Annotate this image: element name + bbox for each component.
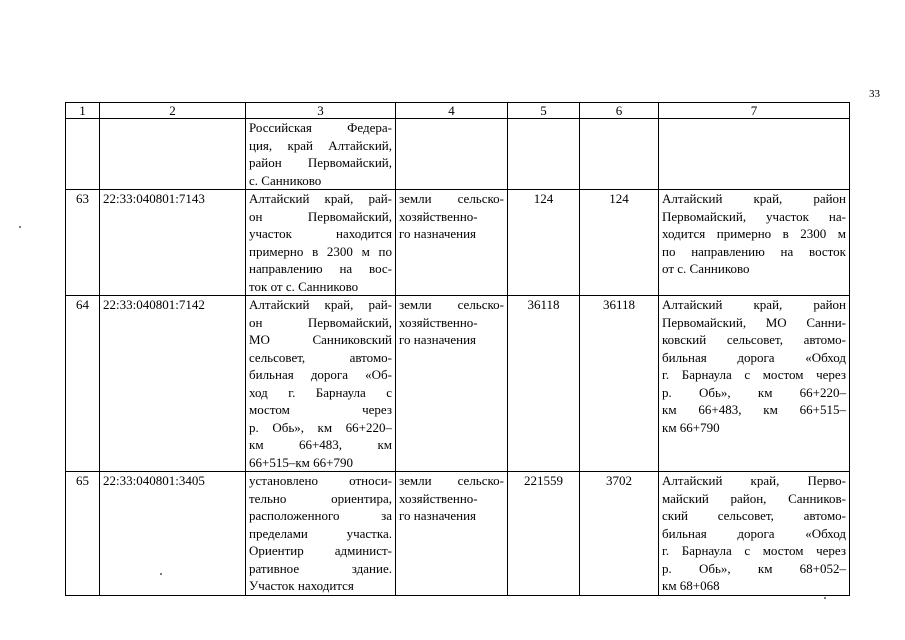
cell-text-line: км 68+068 — [662, 578, 720, 593]
area-total-cell: 124 — [508, 190, 580, 296]
cell-text-line: г. Барнаула с мостом через — [662, 543, 846, 558]
cadastral-number-cell: 22:33:040801:3405 — [100, 472, 246, 596]
cell-text-line: хозяйственно- — [399, 314, 478, 330]
cell-text-line: р. Обь», км 66+220– — [249, 419, 392, 435]
cell-text-line: го назначения — [399, 332, 477, 347]
land-category-cell — [396, 296, 508, 472]
cell-text-line: земли сельско- — [399, 473, 504, 488]
area-total-cell: 221559 — [508, 472, 580, 596]
row-number-cell — [66, 119, 100, 190]
cell-text-line: Алтайский край, район — [662, 297, 846, 312]
location-cell — [246, 190, 396, 296]
table-row — [66, 119, 850, 190]
cell-text-line: р. Обь», км 68+052– — [662, 560, 846, 576]
location-cell — [246, 119, 396, 190]
location-cell — [246, 296, 396, 472]
cadastral-number-cell: 22:33:040801:7142 — [100, 296, 246, 472]
table-row — [66, 472, 850, 596]
cell-text-line: Участок находится — [249, 578, 354, 593]
cell-text-line: район Первомайский, — [249, 155, 392, 170]
cadastral-number-cell — [100, 119, 246, 190]
cell-text-line: Алтайский край, Перво- — [662, 473, 846, 488]
scan-speck — [19, 226, 21, 228]
description-cell — [659, 296, 850, 472]
cell-text-line: бильная дорога «Об- — [249, 367, 392, 382]
cell-text-line: ковский сельсовет, автомо- — [662, 332, 846, 347]
cell-text-line: расположенного за — [249, 508, 392, 523]
cell-text-line: ция, край Алтайский, — [249, 137, 392, 153]
table-row — [66, 296, 850, 472]
cell-text-line: Ориентир админист- — [249, 543, 392, 558]
cell-text-line: бильная дорога «Обход — [662, 349, 846, 365]
cell-text-line: Первомайский, МО Санни- — [662, 314, 846, 330]
cell-text-line: с. Санниково — [249, 172, 322, 188]
page-number: 33 — [869, 88, 880, 100]
row-number-cell: 63 — [66, 190, 100, 296]
cell-text-line: примерно в 2300 м по — [249, 243, 392, 259]
cell-text-line: го назначения — [399, 508, 477, 523]
area-used-cell: 124 — [580, 190, 659, 296]
cell-text-line: Первомайский, участок на- — [662, 208, 846, 224]
cell-text-line: Алтайский край, рай- — [249, 297, 392, 312]
row-number-cell: 65 — [66, 472, 100, 596]
cell-text-line: бильная дорога «Обход — [662, 525, 846, 541]
area-used-cell: 3702 — [580, 472, 659, 596]
column-header: 4 — [396, 103, 508, 119]
land-category-cell — [396, 119, 508, 190]
cell-text-line: сельсовет, автомо- — [249, 349, 392, 365]
cell-text-line: установлено относи- — [249, 473, 392, 488]
cell-text-line: майский район, Санников- — [662, 490, 846, 506]
cell-text-line: км 66+483, км — [249, 437, 392, 452]
cell-text-line: пределами участка. — [249, 525, 392, 541]
cell-text-line: хозяйственно- — [399, 490, 478, 506]
cell-text-line: хозяйственно- — [399, 208, 478, 224]
cell-text-line: участок находится — [249, 226, 392, 241]
cell-text-line: тельно ориентира, — [249, 490, 392, 506]
cell-text-line: км 66+790 — [662, 419, 720, 435]
column-header: 3 — [246, 103, 396, 119]
cell-text-line: ский сельсовет, автомо- — [662, 508, 846, 523]
area-total-cell — [508, 119, 580, 190]
cell-text-line: он Первомайский, — [249, 314, 392, 330]
table-row — [66, 190, 850, 296]
land-category-cell — [396, 190, 508, 296]
row-number-cell: 64 — [66, 296, 100, 472]
column-header: 6 — [580, 103, 659, 119]
cell-text-line: 66+515–км 66+790 — [249, 454, 353, 470]
column-header: 7 — [659, 103, 850, 119]
cell-text-line: ходится примерно в 2300 м — [662, 226, 846, 241]
cell-text-line: по направлению на восток — [662, 243, 846, 259]
description-cell — [659, 472, 850, 596]
area-total-cell: 36118 — [508, 296, 580, 472]
cell-text-line: ративное здание. — [249, 560, 392, 576]
cadastral-number-cell: 22:33:040801:7143 — [100, 190, 246, 296]
cell-text-line: г. Барнаула с мостом через — [662, 367, 846, 382]
column-header: 1 — [66, 103, 100, 119]
area-used-cell: 36118 — [580, 296, 659, 472]
cell-text-line: км 66+483, км 66+515– — [662, 402, 846, 417]
location-cell — [246, 472, 396, 596]
header-row — [66, 103, 850, 119]
cell-text-line: Российская Федера- — [249, 120, 392, 135]
land-category-cell — [396, 472, 508, 596]
cell-text-line: р. Обь», км 66+220– — [662, 384, 846, 400]
column-header: 2 — [100, 103, 246, 119]
cell-text-line: ток от с. Санниково — [249, 278, 359, 294]
cell-text-line: ход г. Барнаула с — [249, 384, 392, 400]
area-used-cell — [580, 119, 659, 190]
column-header: 5 — [508, 103, 580, 119]
description-cell — [659, 190, 850, 296]
cell-text-line: от с. Санниково — [662, 261, 750, 276]
scan-speck — [824, 597, 826, 599]
land-plot-table — [65, 102, 850, 596]
cell-text-line: он Первомайский, — [249, 208, 392, 224]
cell-text-line: МО Санниковский — [249, 332, 392, 347]
cell-text-line: Алтайский край, район — [662, 191, 846, 206]
cell-text-line: мостом через — [249, 402, 392, 417]
cell-text-line: Алтайский край, рай- — [249, 191, 392, 206]
cell-text-line: земли сельско- — [399, 191, 504, 206]
cell-text-line: направлению на вос- — [249, 261, 392, 276]
cell-text-line: го назначения — [399, 226, 477, 241]
scan-speck — [160, 573, 162, 575]
description-cell — [659, 119, 850, 190]
cell-text-line: земли сельско- — [399, 297, 504, 312]
